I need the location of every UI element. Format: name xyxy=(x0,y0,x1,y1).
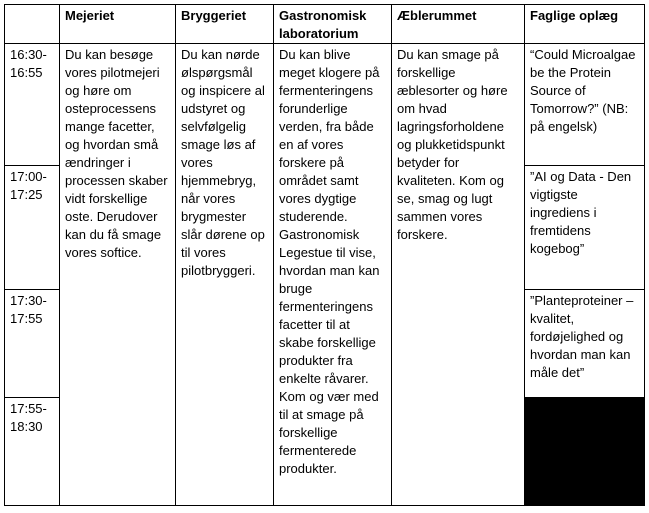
time-slot-2: 17:00-17:25 xyxy=(5,166,60,290)
time-slot-3: 17:30-17:55 xyxy=(5,290,60,398)
header-aeblerummet: Æblerummet xyxy=(392,5,525,44)
filled-empty-cell xyxy=(525,398,645,506)
bryggeriet-description: Du kan nørde ølspørgsmål og inspicere al udstyret og selvfølgelig smage løs af vores hjemmebryg, når vores brygmester slår dørene op til vores pilotbryggeri. xyxy=(176,44,274,506)
table-row xyxy=(5,44,645,166)
aeblerummet-description: Du kan smage på forskellige æblesorter og høre om hvad lagringsforholdene og plukketidspunkt betyder for kvaliteten. Kom og se, smag og lugt sammen vores forskere. xyxy=(392,44,525,506)
talk-1: “Could Microalgae be the Protein Source of Tomorrow?” (NB: på engelsk) xyxy=(525,44,645,166)
mejeriet-description: Du kan besøge vores pilotmejeri og høre om osteprocessens mange facetter, og hvordan små ændringer i processen skaber vidt forskellige oste. Derudover kan du få smage vores softice. xyxy=(60,44,176,506)
gastronomisk-description: Du kan blive meget klogere på fermenteringens forunderlige verden, fra både en af vores forskere på området samt vores dygtige studerende. Gastronomisk Legestue til vise, hvordan man kan bruge fermenteringens facetter til at skabe forskellige produkter fra enkelte råvarer. Kom og vær med til at smage på forskellige fermenterede produkter. xyxy=(274,44,392,506)
talk-2: ”AI og Data - Den vigtigste ingrediens i fremtidens kogebog” xyxy=(525,166,645,290)
time-slot-4: 17:55-18:30 xyxy=(5,398,60,506)
talk-3: ”Planteproteiner – kvalitet, fordøjelighed og hvordan man kan måle det” xyxy=(525,290,645,398)
header-time xyxy=(5,5,60,44)
header-gastronomisk: Gastronomisk laboratorium xyxy=(274,5,392,44)
header-faglige: Faglige oplæg xyxy=(525,5,645,44)
header-mejeriet: Mejeriet xyxy=(60,5,176,44)
header-bryggeriet: Bryggeriet xyxy=(176,5,274,44)
time-slot-1: 16:30-16:55 xyxy=(5,44,60,166)
schedule-table xyxy=(4,4,645,506)
header-row xyxy=(5,5,645,44)
